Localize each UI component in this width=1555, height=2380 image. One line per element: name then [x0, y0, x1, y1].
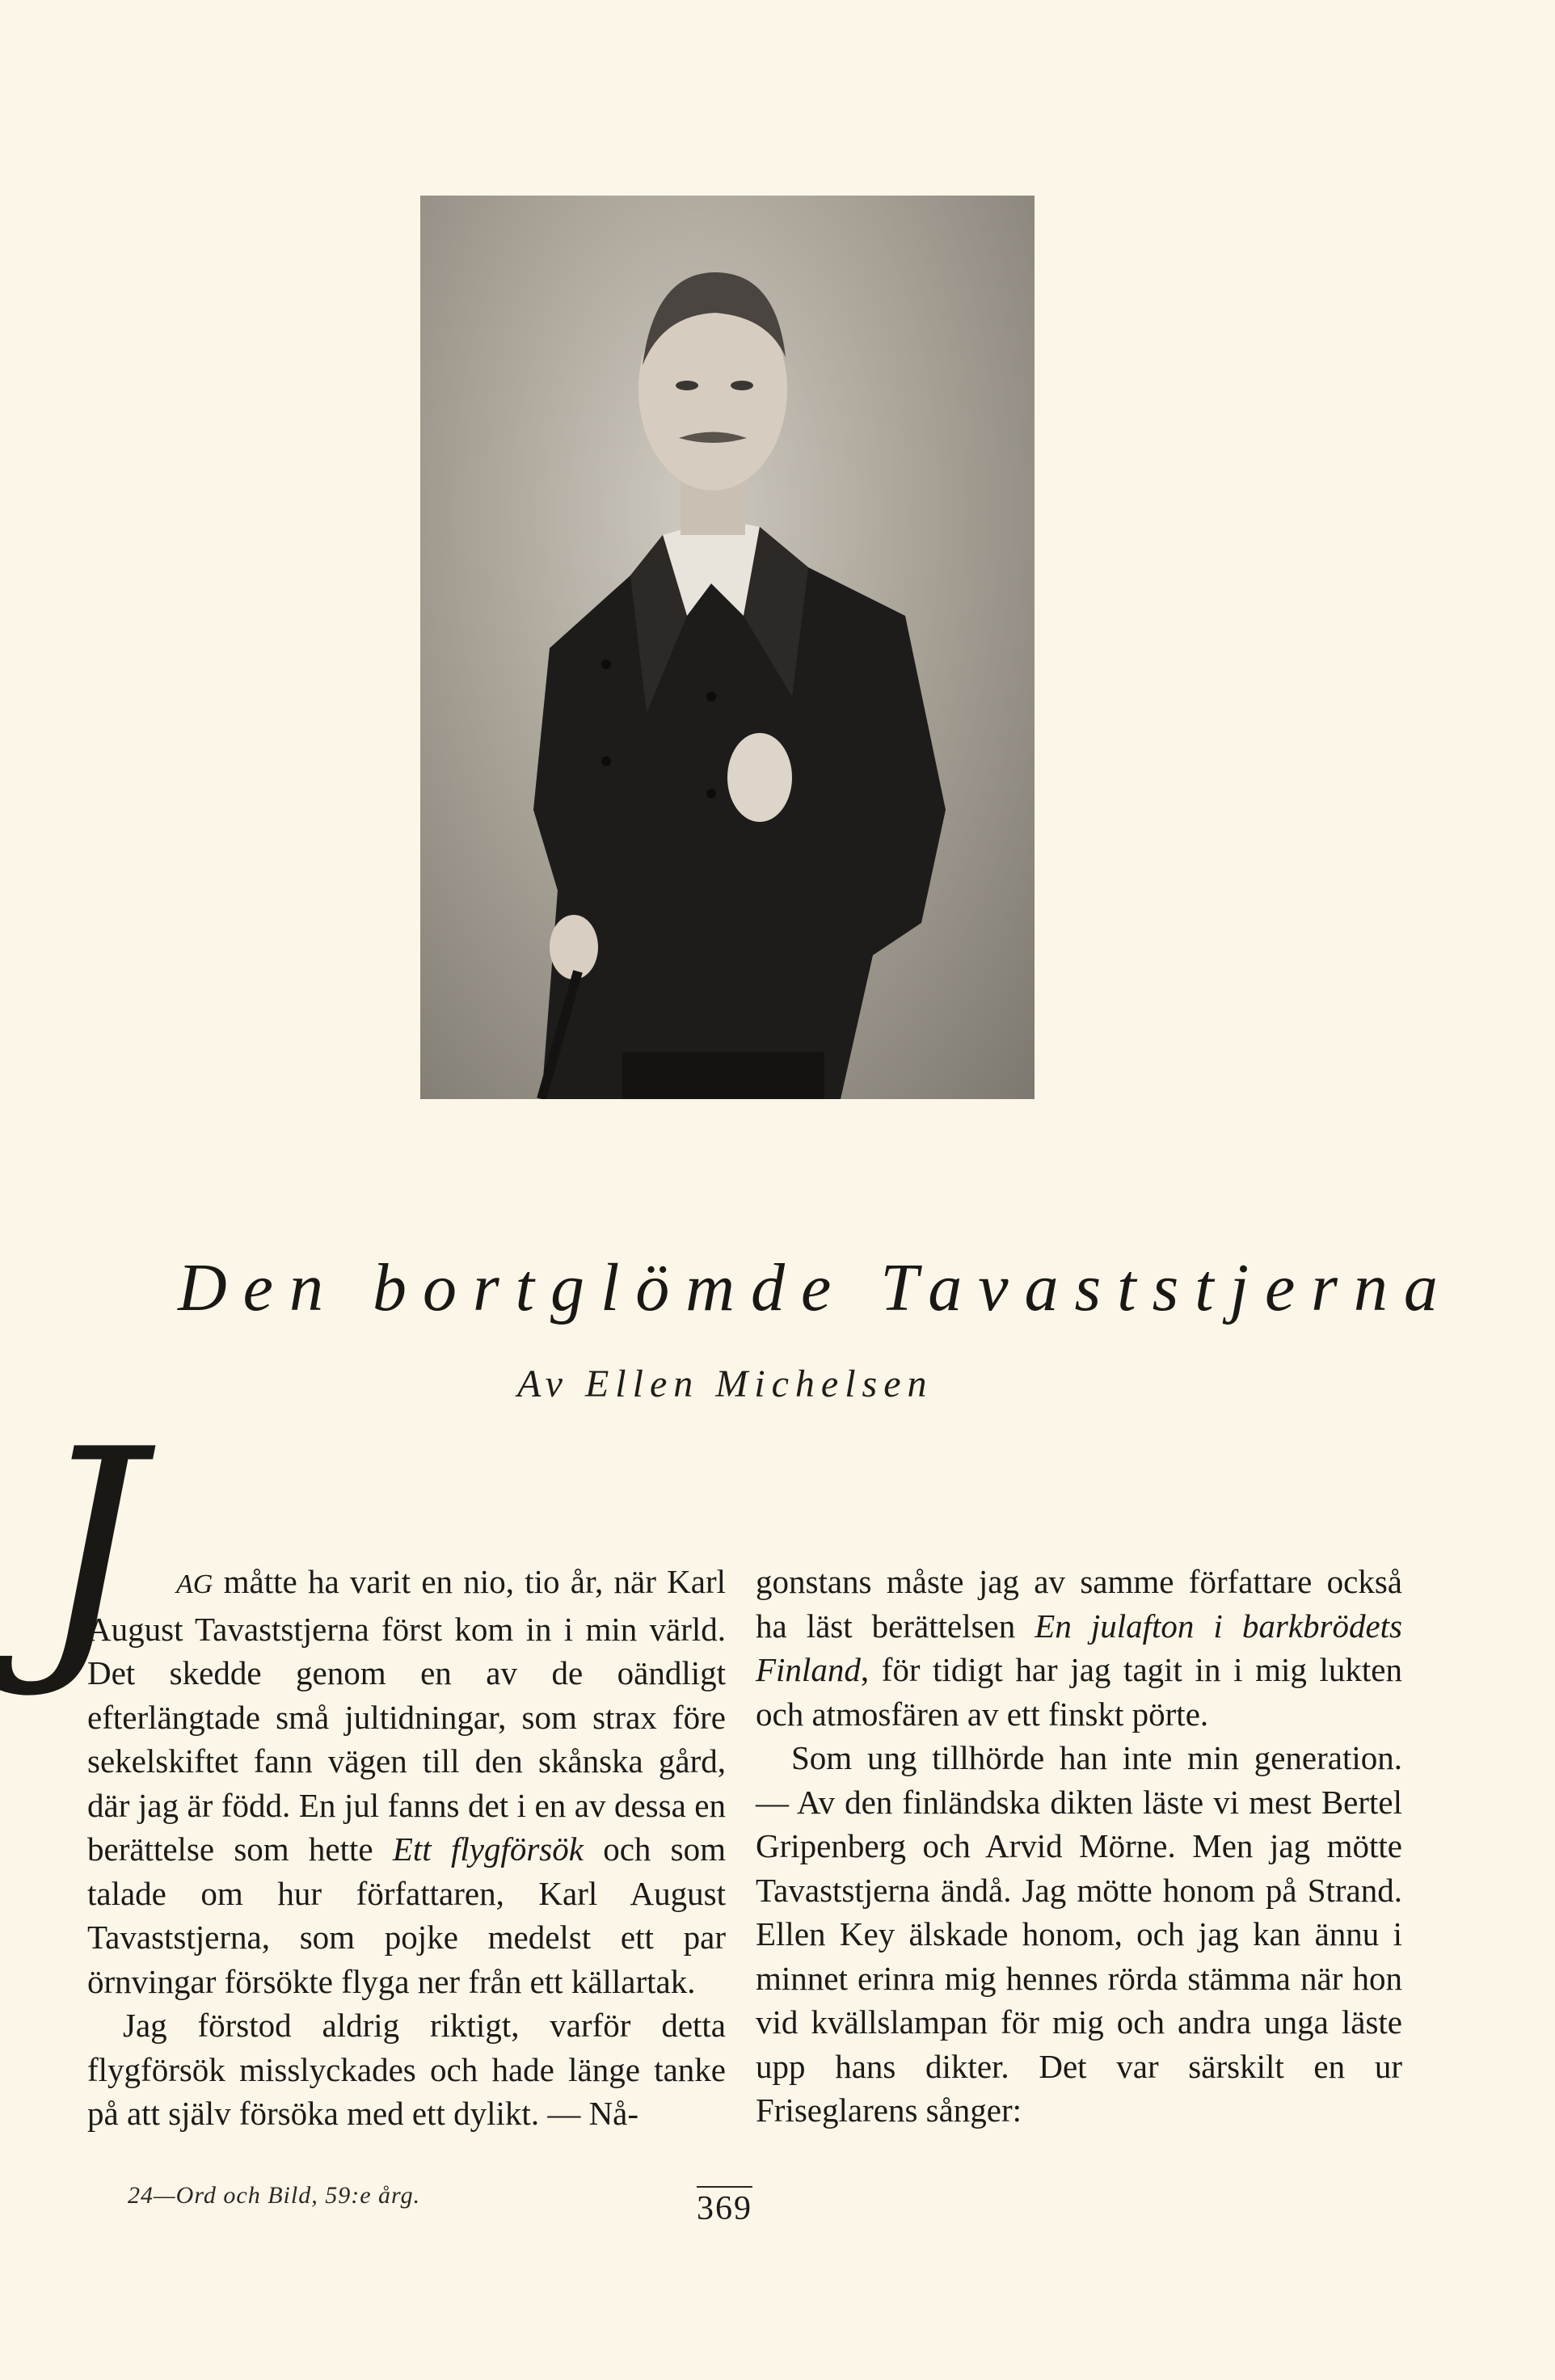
story-title: En julafton i barkbrödets Finland [756, 1607, 1402, 1688]
article-byline: Av Ellen Michelsen [517, 1363, 933, 1405]
article-title: Den bortglömde Tavaststjerna [178, 1250, 1454, 1325]
signature-mark: 24—Ord och Bild, 59:e årg. [128, 2182, 421, 2209]
story-title: Ett flygförsök [392, 1830, 584, 1868]
paragraph: gonstans måste jag av samme författare också ha läst berättelsen En julafton i barkbrödets Finland, för tidigt har jag tagit in i mig lukten och atmosfären av ett finskt pörte. [756, 1563, 1402, 1733]
portrait-photo [420, 196, 1035, 1099]
left-column [87, 1560, 726, 2136]
paragraph: Jag förstod aldrig riktigt, varför detta flygförsök misslyckades och hade länge tanke på att själv försöka med ett dylikt. — Nå- [87, 2007, 726, 2132]
drop-cap: J [36, 1392, 144, 1703]
page-number: 369 [697, 2186, 752, 2228]
paragraph: AG måtte ha varit en nio, tio år, när Karl August Tavaststjerna först kom in i min värld. Det skedde genom en av de oändligt efterlängtade små jultidningar, som strax före sekelskiftet fann vägen till den skånska gård, där jag är född. En jul fanns det i en av dessa en berättelse som hette Ett flygförsök och som talade om hur författaren, Karl August Tavaststjerna, som pojke medelst ett par örnvingar försökte flyga ner från ett källartak. [87, 1563, 726, 2000]
paragraph: Som ung tillhörde han inte min generation. — Av den finländska dikten läste vi mest Bertel Gripenberg och Arvid Mörne. Men jag mötte Tavaststjerna ändå. Jag mötte honom på Strand. Ellen Key älskade honom, och jag kan ännu i minnet erinra mig hennes rörda stämma när hon vid kvällslampan för mig och andra unga läste upp hans dikter. Det var särskilt en ur Friseglarens sånger: [756, 1739, 1402, 2129]
right-column [756, 1560, 1402, 2133]
lead-word: AG [176, 1569, 213, 1599]
portrait-figure [420, 196, 1035, 1099]
